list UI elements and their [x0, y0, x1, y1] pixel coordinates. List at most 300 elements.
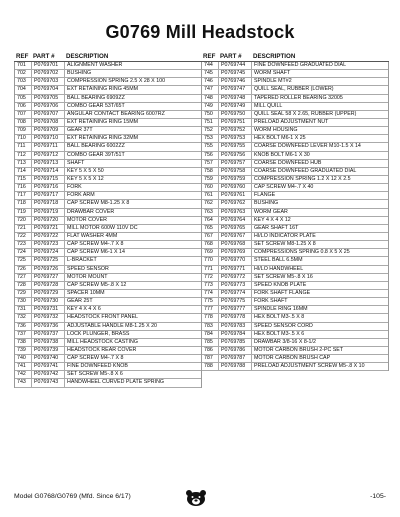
ref-cell: 732: [15, 314, 32, 321]
description-cell: L-BRACKET: [67, 257, 97, 264]
table-row: [15, 290, 201, 298]
header-description: DESCRIPTION: [66, 53, 109, 60]
description-cell: SPACER 10MM: [67, 289, 105, 296]
table-row: [15, 127, 201, 135]
description-cell: COARSE DOWNFEED HUB: [254, 159, 322, 166]
table-row: [15, 119, 201, 127]
table-row: [202, 331, 388, 339]
part-number-cell: P0769770: [219, 257, 252, 264]
part-number-cell: P0769731: [32, 306, 65, 313]
table-row: [15, 184, 201, 192]
description-cell: HEADSTOCK FRONT PANEL: [67, 314, 138, 321]
part-number-cell: P0769738: [32, 339, 65, 346]
table-row: [15, 371, 201, 379]
part-number-cell: P0769719: [32, 209, 65, 216]
table-row: [202, 95, 388, 103]
part-number-cell: P0769765: [219, 225, 252, 232]
description-cell: COMBO GEAR 53T/65T: [67, 102, 125, 109]
part-number-cell: P0769715: [32, 176, 65, 183]
ref-cell: 736: [15, 323, 32, 330]
description-cell: GEAR 25T: [67, 298, 93, 305]
table-row: [15, 225, 201, 233]
ref-cell: 747: [202, 86, 219, 93]
table-row: [202, 78, 388, 86]
ref-cell: 703: [15, 78, 32, 85]
ref-cell: 731: [15, 306, 32, 313]
ref-cell: 767: [202, 233, 219, 240]
table-row: [202, 62, 388, 70]
ref-cell: 719: [15, 209, 32, 216]
part-number-cell: P0769785: [219, 339, 252, 346]
part-number-cell: P0769724: [32, 249, 65, 256]
table-row: [15, 266, 201, 274]
ref-cell: 712: [15, 152, 32, 159]
ref-cell: 705: [15, 95, 32, 102]
table-row: [202, 274, 388, 282]
header-part: PART #: [220, 53, 242, 60]
table-row: [15, 95, 201, 103]
part-number-cell: P0769744: [219, 62, 252, 69]
ref-cell: 750: [202, 111, 219, 118]
ref-cell: 762: [202, 200, 219, 207]
part-number-cell: P0769737: [32, 331, 65, 338]
ref-cell: 743: [15, 379, 32, 386]
ref-cell: 725: [15, 257, 32, 264]
table-row: [15, 192, 201, 200]
part-number-cell: P0769713: [32, 160, 65, 167]
part-number-cell: P0769702: [32, 70, 65, 77]
description-cell: CAP SCREW M6-1 X 14: [67, 249, 125, 256]
table-row: [15, 363, 201, 371]
ref-cell: 721: [15, 225, 32, 232]
ref-cell: 757: [202, 160, 219, 167]
description-cell: CAP SCREW M5-.8 X 12: [67, 281, 127, 288]
ref-cell: 752: [202, 127, 219, 134]
table-row: [202, 152, 388, 160]
part-number-cell: P0769741: [32, 363, 65, 370]
part-number-cell: P0769739: [32, 347, 65, 354]
description-cell: STEEL BALL 6.5MM: [254, 257, 303, 264]
ref-cell: 714: [15, 168, 32, 175]
table-row: [15, 339, 201, 347]
part-number-cell: P0769787: [219, 355, 252, 362]
description-cell: QUILL SEAL 58 X 2.65, RUBBER (UPPER): [254, 110, 357, 117]
ref-cell: 751: [202, 119, 219, 126]
header-part: PART #: [33, 53, 55, 60]
description-cell: SET SCREW M8-1.25 X 8: [254, 241, 316, 248]
part-number-cell: P0769705: [32, 95, 65, 102]
header-description: DESCRIPTION: [253, 53, 296, 60]
ref-cell: 710: [15, 135, 32, 142]
description-cell: DRAWBAR 3/8-16 X 8-1/2: [254, 338, 316, 345]
table-row: [15, 168, 201, 176]
description-cell: KEY 4 X 4 X 6: [67, 306, 101, 313]
ref-cell: 730: [15, 298, 32, 305]
description-cell: HANDWHEEL CURVED PLATE SPRING: [67, 379, 165, 386]
part-number-cell: P0769709: [32, 127, 65, 134]
ref-cell: 737: [15, 331, 32, 338]
description-cell: GEAR 37T: [67, 127, 93, 134]
table-row: [202, 184, 388, 192]
ref-cell: 720: [15, 217, 32, 224]
table-row: [202, 282, 388, 290]
part-number-cell: P0769760: [219, 184, 252, 191]
table-row: [202, 266, 388, 274]
ref-cell: 742: [15, 371, 32, 378]
part-number-cell: P0769748: [219, 95, 252, 102]
table-row: [202, 192, 388, 200]
description-cell: PRELOAD ADJUSTMENT SCREW M5-.8 X 10: [254, 363, 365, 370]
description-cell: SPINDLE RING 16MM: [254, 306, 308, 313]
part-number-cell: P0769761: [219, 192, 252, 199]
table-row: [202, 111, 388, 119]
ref-cell: 769: [202, 249, 219, 256]
part-number-cell: P0769756: [219, 152, 252, 159]
part-number-cell: P0769721: [32, 225, 65, 232]
description-cell: WORM SHAFT: [254, 70, 291, 77]
table-row: [202, 306, 388, 314]
table-row: [202, 135, 388, 143]
ref-cell: 728: [15, 282, 32, 289]
ref-cell: 711: [15, 143, 32, 150]
description-cell: FINE DOWNFEED GRADUATED DIAL: [254, 62, 347, 68]
table-row: [202, 290, 388, 298]
description-cell: CAP SCREW M4-.7 X 8: [67, 241, 124, 248]
description-cell: SPEED KNOB PLATE: [254, 281, 307, 288]
ref-cell: 758: [202, 168, 219, 175]
part-number-cell: P0769714: [32, 168, 65, 175]
part-number-cell: P0769740: [32, 355, 65, 362]
table-row: [15, 209, 201, 217]
ref-cell: 765: [202, 225, 219, 232]
grizzly-bear-logo-icon: [185, 489, 207, 507]
table-row: [15, 241, 201, 249]
part-number-cell: P0769783: [219, 323, 252, 330]
parts-list: [0, 52, 400, 386]
part-number-cell: P0769786: [219, 347, 252, 354]
ref-cell: 775: [202, 298, 219, 305]
part-number-cell: P0769768: [219, 241, 252, 248]
description-cell: GEAR SHAFT 16T: [254, 224, 299, 231]
ref-cell: 773: [202, 282, 219, 289]
table-row: [15, 152, 201, 160]
description-cell: CAP SCREW M4-.7 X 40: [254, 184, 314, 191]
description-cell: BUSHING: [254, 200, 279, 207]
description-cell: MILL HEADSTOCK CASTING: [67, 338, 138, 345]
ref-cell: 777: [202, 306, 219, 313]
description-cell: FLAT WASHER 4MM: [67, 232, 118, 239]
description-cell: HI/LO HANDWHEEL: [254, 265, 304, 272]
ref-cell: 717: [15, 192, 32, 199]
model-label: Model G0768/G0769 (Mfd. Since 6/17): [14, 493, 131, 500]
table-row: [15, 103, 201, 111]
ref-cell: 761: [202, 192, 219, 199]
description-cell: MILL QUILL: [254, 102, 283, 109]
description-cell: KEY 5 X 5 X 12: [67, 175, 104, 182]
part-number-cell: P0769758: [219, 168, 252, 175]
description-cell: MOTOR COVER: [67, 216, 107, 223]
table-body: [14, 62, 202, 388]
ref-cell: 774: [202, 290, 219, 297]
ref-cell: 745: [202, 70, 219, 77]
description-cell: WORM HOUSING: [254, 127, 298, 134]
table-row: [202, 143, 388, 151]
ref-cell: 701: [15, 62, 32, 69]
ref-cell: 707: [15, 111, 32, 118]
part-number-cell: P0769767: [219, 233, 252, 240]
table-row: [15, 135, 201, 143]
part-number-cell: P0769712: [32, 152, 65, 159]
part-number-cell: P0769788: [219, 363, 252, 370]
ref-cell: 729: [15, 290, 32, 297]
table-row: [15, 314, 201, 322]
ref-cell: 715: [15, 176, 32, 183]
ref-cell: 760: [202, 184, 219, 191]
table-row: [15, 249, 201, 257]
parts-table-left: [14, 52, 202, 388]
part-number-cell: P0769784: [219, 331, 252, 338]
table-row: [202, 160, 388, 168]
parts-table-right: [201, 52, 389, 371]
table-header: [14, 52, 202, 62]
table-row: [15, 379, 201, 387]
part-number-cell: P0769755: [219, 143, 252, 150]
table-row: [15, 78, 201, 86]
description-cell: MOTOR CARBON BRUSH 2-PC SET: [254, 346, 344, 353]
table-row: [202, 339, 388, 347]
part-number-cell: P0769710: [32, 135, 65, 142]
table-row: [15, 233, 201, 241]
table-row: [202, 127, 388, 135]
table-body: [201, 62, 389, 371]
ref-cell: 756: [202, 152, 219, 159]
table-row: [202, 176, 388, 184]
description-cell: SET SCREW M5-.8 X 16: [254, 273, 313, 280]
part-number-cell: P0769730: [32, 298, 65, 305]
ref-cell: 716: [15, 184, 32, 191]
ref-cell: 787: [202, 355, 219, 362]
description-cell: WORM GEAR: [254, 208, 288, 215]
description-cell: COARSE DOWNFEED GRADUATED DIAL: [254, 167, 357, 174]
description-cell: EXT RETAINING RING 15MM: [67, 118, 139, 125]
table-row: [202, 257, 388, 265]
ref-cell: 722: [15, 233, 32, 240]
ref-cell: 771: [202, 266, 219, 273]
description-cell: LOCK PLUNGER, BRASS: [67, 330, 130, 337]
table-row: [202, 70, 388, 78]
table-row: [202, 217, 388, 225]
description-cell: EXT RETAINING RING 32MM: [67, 135, 139, 142]
table-row: [15, 70, 201, 78]
description-cell: HI/LO INDICATOR PLATE: [254, 232, 316, 239]
description-cell: PRELOAD ADJUSTMENT NUT: [254, 118, 329, 125]
description-cell: KNOB BOLT M6-1 X 30: [254, 151, 310, 158]
part-number-cell: P0769728: [32, 282, 65, 289]
description-cell: BALL BEARING 6909ZZ: [67, 94, 125, 101]
description-cell: COMPRESSIONS SPRING 0.8 X 5 X 25: [254, 249, 350, 256]
ref-cell: 724: [15, 249, 32, 256]
table-row: [15, 143, 201, 151]
table-row: [15, 257, 201, 265]
table-header: [201, 52, 389, 62]
ref-cell: 709: [15, 127, 32, 134]
ref-cell: 739: [15, 347, 32, 354]
description-cell: MOTOR MOUNT: [67, 273, 108, 280]
ref-cell: 704: [15, 86, 32, 93]
part-number-cell: P0769769: [219, 249, 252, 256]
table-row: [15, 274, 201, 282]
header-ref: REF: [16, 53, 29, 60]
part-number-cell: P0769751: [219, 119, 252, 126]
description-cell: BALL BEARING 6002ZZ: [67, 143, 125, 150]
ref-cell: 713: [15, 160, 32, 167]
part-number-cell: P0769762: [219, 200, 252, 207]
part-number-cell: P0769775: [219, 298, 252, 305]
description-cell: TAPERED ROLLER BEARING 32005: [254, 94, 343, 101]
description-cell: BUSHING: [67, 70, 92, 77]
table-row: [15, 282, 201, 290]
part-number-cell: P0769723: [32, 241, 65, 248]
ref-cell: 783: [202, 323, 219, 330]
ref-cell: 746: [202, 78, 219, 85]
part-number-cell: P0769729: [32, 290, 65, 297]
part-number-cell: P0769763: [219, 209, 252, 216]
ref-cell: 786: [202, 347, 219, 354]
table-row: [202, 233, 388, 241]
description-cell: QUILL SEAL, RUBBER (LOWER): [254, 86, 334, 93]
description-cell: CAP SCREW M8-1.25 X 8: [67, 200, 130, 207]
table-row: [202, 323, 388, 331]
table-row: [202, 200, 388, 208]
part-number-cell: P0769718: [32, 200, 65, 207]
description-cell: COARSE DOWNFEED LEVER M10-1.5 X 14: [254, 143, 361, 150]
description-cell: FINE DOWNFEED KNOB: [67, 363, 128, 370]
part-number-cell: P0769727: [32, 274, 65, 281]
table-row: [15, 200, 201, 208]
part-number-cell: P0769736: [32, 323, 65, 330]
table-row: [15, 176, 201, 184]
description-cell: HEX BOLT M3-.5 X 8: [254, 314, 305, 321]
part-number-cell: P0769726: [32, 266, 65, 273]
description-cell: CAP SCREW M4-.7 X 8: [67, 355, 124, 362]
table-row: [202, 86, 388, 94]
ref-cell: 744: [202, 62, 219, 69]
table-row: [15, 298, 201, 306]
part-number-cell: P0769703: [32, 78, 65, 85]
description-cell: FORK SHAFT FLANGE: [254, 289, 311, 296]
part-number-cell: P0769764: [219, 217, 252, 224]
table-row: [15, 160, 201, 168]
table-row: [15, 86, 201, 94]
part-number-cell: P0769777: [219, 306, 252, 313]
description-cell: FORK: [67, 184, 82, 191]
part-number-cell: P0769747: [219, 86, 252, 93]
ref-cell: 706: [15, 103, 32, 110]
part-number-cell: P0769725: [32, 257, 65, 264]
table-row: [15, 217, 201, 225]
description-cell: KEY 4 X 4 X 12: [254, 216, 291, 223]
description-cell: MOTOR CARBON BRUSH CAP: [254, 355, 331, 362]
table-row: [202, 119, 388, 127]
ref-cell: 785: [202, 339, 219, 346]
part-number-cell: P0769750: [219, 111, 252, 118]
part-number-cell: P0769701: [32, 62, 65, 69]
ref-cell: 753: [202, 135, 219, 142]
description-cell: ALIGNMENT WASHER: [67, 62, 123, 68]
part-number-cell: P0769757: [219, 160, 252, 167]
table-row: [15, 62, 201, 70]
ref-cell: 763: [202, 209, 219, 216]
table-row: [15, 347, 201, 355]
table-row: [202, 249, 388, 257]
ref-cell: 759: [202, 176, 219, 183]
description-cell: EXT RETAINING RING 45MM: [67, 86, 139, 93]
ref-cell: 749: [202, 103, 219, 110]
part-number-cell: P0769716: [32, 184, 65, 191]
table-row: [202, 241, 388, 249]
part-number-cell: P0769753: [219, 135, 252, 142]
ref-cell: 748: [202, 95, 219, 102]
ref-cell: 740: [15, 355, 32, 362]
ref-cell: 702: [15, 70, 32, 77]
ref-cell: 784: [202, 331, 219, 338]
table-row: [202, 347, 388, 355]
part-number-cell: P0769720: [32, 217, 65, 224]
part-number-cell: P0769717: [32, 192, 65, 199]
description-cell: MILL MOTOR 600W 110V DC: [67, 224, 138, 231]
description-cell: HEADSTOCK REAR COVER: [67, 346, 137, 353]
ref-cell: 778: [202, 314, 219, 321]
ref-cell: 788: [202, 363, 219, 370]
description-cell: COMPRESSION SPRING 1.2 X 12 X 2.5: [254, 175, 351, 182]
table-row: [202, 168, 388, 176]
part-number-cell: P0769743: [32, 379, 65, 386]
ref-cell: 726: [15, 266, 32, 273]
ref-cell: 738: [15, 339, 32, 346]
description-cell: DRAWBAR COVER: [67, 208, 115, 215]
ref-cell: 764: [202, 217, 219, 224]
table-row: [202, 209, 388, 217]
part-number-cell: P0769773: [219, 282, 252, 289]
table-row: [202, 298, 388, 306]
part-number-cell: P0769745: [219, 70, 252, 77]
ref-cell: 772: [202, 274, 219, 281]
table-row: [15, 331, 201, 339]
table-row: [202, 355, 388, 363]
part-number-cell: P0769704: [32, 86, 65, 93]
table-row: [15, 111, 201, 119]
description-cell: SPINDLE MT#2: [254, 78, 292, 85]
page-number: -105-: [370, 493, 386, 500]
ref-cell: 723: [15, 241, 32, 248]
description-cell: COMPRESSION SPRING 2.5 X 28 X 100: [67, 78, 166, 85]
description-cell: FORK ARM: [67, 192, 95, 199]
part-number-cell: P0769708: [32, 119, 65, 126]
description-cell: COMBO GEAR 39T/51T: [67, 151, 125, 158]
description-cell: FLANGE: [254, 192, 276, 199]
page-title: G0769 Mill Headstock: [105, 22, 295, 42]
ref-cell: 708: [15, 119, 32, 126]
table-row: [202, 225, 388, 233]
description-cell: KEY 5 X 5 X 50: [67, 167, 104, 174]
part-number-cell: P0769772: [219, 274, 252, 281]
description-cell: SPEED SENSOR CORD: [254, 322, 313, 329]
part-number-cell: P0769759: [219, 176, 252, 183]
description-cell: ADJUSTABLE HANDLE M8-1.25 X 20: [67, 322, 157, 329]
table-row: [15, 355, 201, 363]
header-ref: REF: [203, 53, 216, 60]
table-row: [15, 306, 201, 314]
